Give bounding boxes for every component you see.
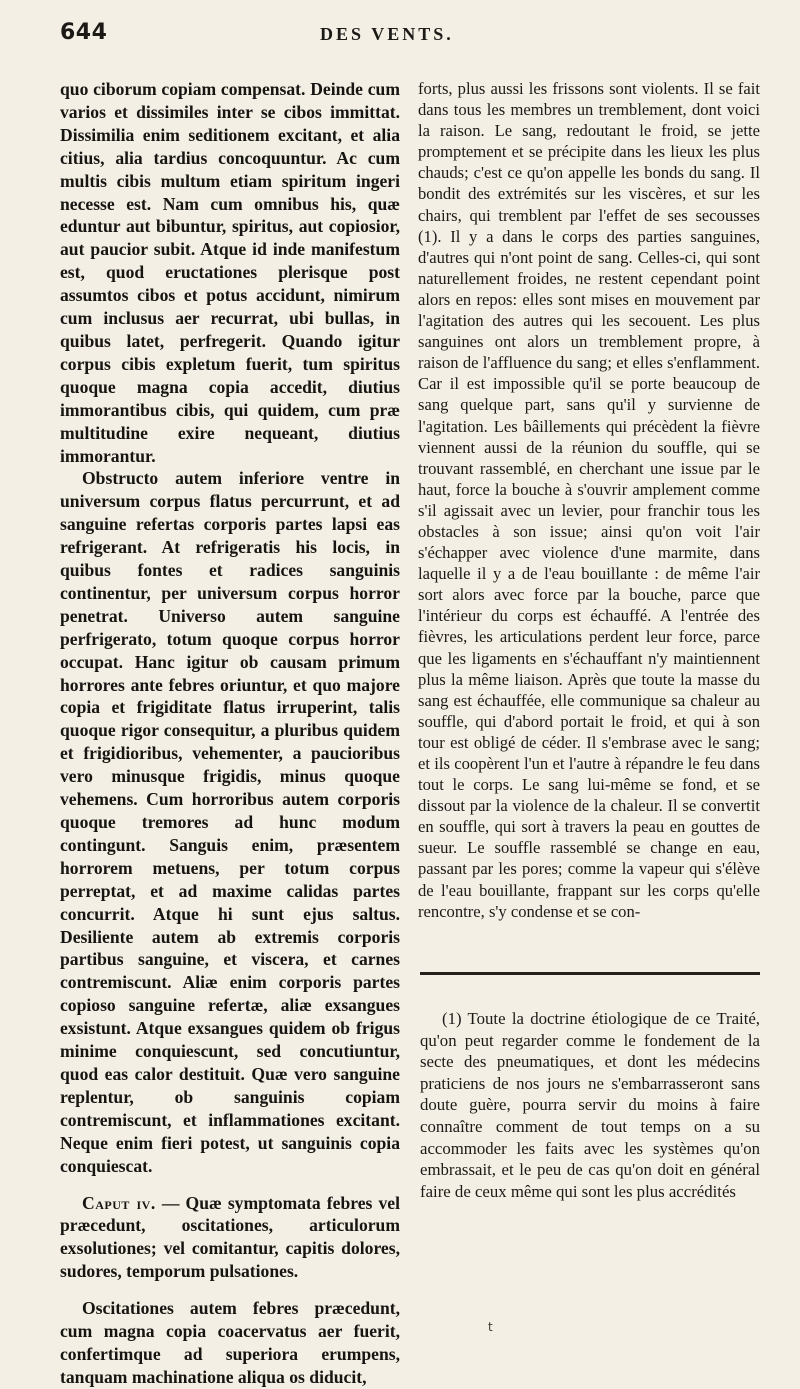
paragraph-gap bbox=[60, 1283, 400, 1297]
footnote bbox=[420, 1008, 760, 1202]
footnote-text: (1) Toute la doctrine étiologique de ce Traité, qu'on peut regarder comme le fondement de la secte des pneumatiques, et dont les médecins praticiens de nos jours ne s'embarrasseront sans doute guère, pourra servir du moins à faire connaître comment de tout temps on a su accommoder les faits avec les systèmes qu'on embrassait, et le peu de cas qu'on doit en général faire de ceux même qui sont les plus accrédités bbox=[420, 1009, 760, 1201]
french-column bbox=[418, 78, 760, 922]
page-number: 644 bbox=[60, 20, 108, 45]
chapter-heading bbox=[60, 1192, 400, 1284]
separator-line bbox=[420, 972, 760, 975]
page-header bbox=[60, 20, 760, 50]
latin-paragraph-3: Oscitationes autem febres præcedunt, cum magna copia coacervatus aer fuerit, confertimque ad superiora erumpens, tanquam machinatione aliqua os diducit, bbox=[60, 1298, 400, 1387]
chapter-label: Caput iv. bbox=[82, 1192, 156, 1213]
latin-paragraph-2: Obstructo autem inferiore ventre in universum corpus flatus percurrunt, et ad sanguine refertas corporis partes lapsi eas refrigerant. At refrigeratis his locis, in quibus fontes et radices sanguinis continentur, per universum corpus horror penetrat. Universo autem sanguine perfrigerato, totum quoque corpus horror occupat. Hanc igitur ob causam primum horrores ante febres oriuntur, et quo majore copia et frigiditate flatus irruperint, talis quoque rigor consequitur, a pluribus quidem et frigidioribus, vehementer, a paucioribus vero minusque frigidis, minus quoque vehemens. Cum horroribus autem corporis quoque tremores ad hunc modum contingunt. Sanguis enim, præsentem horrorem metuens, per totum corpus perreptat, et ad maxime calidas partes concurrit. Atque hi sunt ejus saltus. Desiliente autem ab extremis corporis partibus sanguine, et viscera, et carnes contremiscunt. Aliæ enim corporis partes copioso sanguine refertæ, aliæ exsangues exsistunt. Atque exsangues quidem ob frigus minime conquiescunt, sed concutiuntur, quod eas calor destituit. Quæ vero sanguine replentur, ob sanguinis copiam contremiscunt, et inflammationes excitant. Neque enim fieri potest, ut sanguinis copia conquiescat. bbox=[60, 468, 400, 1176]
paragraph-gap bbox=[60, 1178, 400, 1192]
latin-column bbox=[60, 78, 400, 1389]
footnote-separator bbox=[420, 964, 760, 984]
running-title: DES VENTS. bbox=[320, 24, 454, 44]
signature-mark: t bbox=[488, 1320, 493, 1334]
latin-paragraph-1: quo ciborum copiam compensat. Deinde cum varios et dissimiles inter se cibos immittat. Dissimilia enim seditionem excitant, et alia citius, alia tardius concoquuntur. Ac cum multis cibis multum etiam spiritum ingeri necesse est. Nam cum omnibus his, quæ eduntur aut bibuntur, spiritus, aut copiosior, aut paucior subit. Atque id inde manifestum est, quod eructationes plerisque post assumtos cibos et potus accidunt, nimirum cum inclusus aer recurrat, ubi bullas, in quibus latet, perfregerit. Quando igitur corpus cibis expletum fuerit, tum spiritus quoque magna copia accedit, diutius immorantibus cibis, qui quidem, cum præ multitudine exire nequeant, diutius immorantur. bbox=[60, 79, 400, 466]
french-paragraph-1: forts, plus aussi les frissons sont violents. Il se fait dans tous les membres un tremblement, dont voici la raison. Le sang, redoutant le froid, se jette promptement et se précipite dans les lieux les plus chauds; c'est ce qu'on appelle les bonds du sang. Il bondit des extrémités sur les viscères, et sur les chairs, qui tremblent par l'effet de ses secousses (1). Il y a dans le corps des parties sanguines, d'autres qui n'ont point de sang. Celles-ci, qui sont naturellement froides, ne restent cependant point alors en repos: elles sont mises en mouvement par l'agitation des autres qui les secouent. Les plus sanguines ont alors un tremblement propre, à raison de l'affluence du sang; et elles s'enflamment. Car il est impossible qu'il se porte beaucoup de sang quelque part, sans qu'il y survienne de l'agitation. Les bâillements qui précèdent la fièvre viennent aussi de la réunion du souffle, qui se trouvant rassemblé, en cherchant une issue par le haut, force la bouche à s'ouvrir amplement comme s'il agissait avec un levier, pour franchir tous les obstacles à son issue; ainsi qu'on voit l'air s'échapper avec violence d'une marmite, dans laquelle il y a de l'eau bouillante : de même l'air sort alors avec force par la bouche, parce que l'intérieur du corps est échauffé. A l'entrée des fièvres, les articulations perdent leur force, parce que les ligaments en s'échauffant n'y maintiennent plus la même liaison. Après que toute la masse du sang est échauffée, elle communique sa chaleur au souffle, qui d'abord portait le froid, et qui à son tour est obligé de céder. Il s'embrase avec le sang; et ils coopèrent l'un et l'autre à répandre le feu dans tout le corps. Le sang lui-même se fond, et se dissout par la violence de la chaleur. Il se convertit en souffle, qui sort à travers la peau en gouttes de sueur. Le souffle rassemblé se change en eau, passant par les pores; comme la vapeur qui s'élève de l'eau bouillante, frappant sur les corps qu'elle rencontre, s'y condense et se con- bbox=[418, 79, 760, 921]
chapter-summary: — Quæ symptomata febres vel præcedunt, oscitationes, articulorum exsolutiones; vel comitantur, capitis dolores, sudores, temporum pulsationes. bbox=[60, 1192, 400, 1282]
